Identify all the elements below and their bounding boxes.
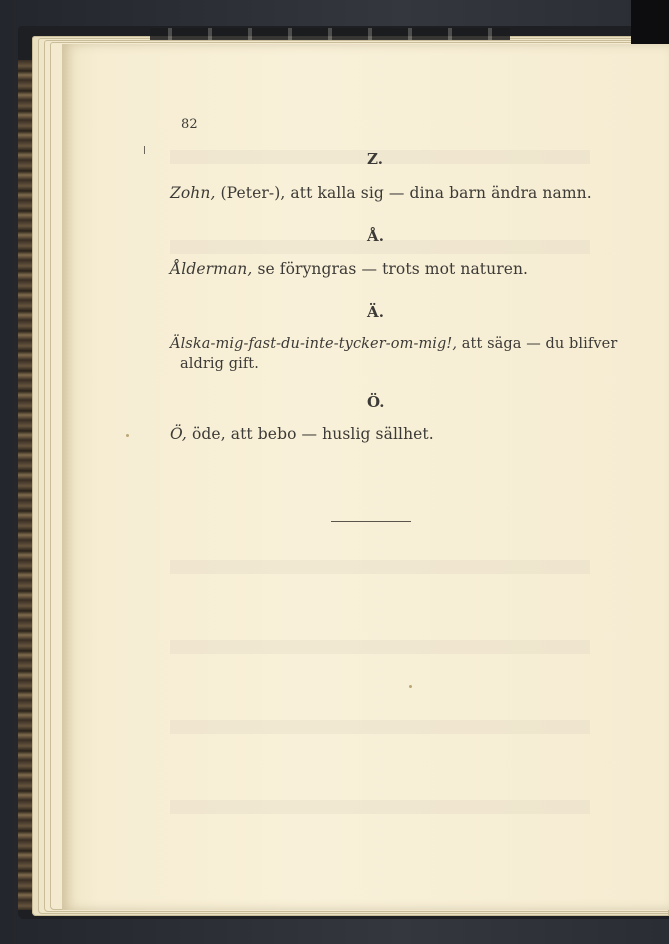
entry-line [170, 260, 528, 278]
entry-line [170, 336, 617, 352]
entry-term: Älska-mig-fast-du-inte-tycker-om-mig!, [170, 336, 458, 352]
page-number: 82 [181, 117, 198, 132]
paper-speck [409, 685, 412, 688]
entry-continuation: aldrig gift. [180, 356, 259, 372]
entry-text: öde, att bebo — huslig sällhet. [191, 425, 434, 443]
book-top-edge [150, 28, 510, 40]
section-heading: Ä. [367, 303, 385, 321]
entry-line [170, 184, 592, 202]
entry-term: Zohn, [170, 184, 216, 202]
section-heading: Ö. [367, 393, 385, 411]
entry-term: Ö, [170, 425, 187, 443]
entry-text: se föryngras — trots mot naturen. [257, 260, 529, 278]
book-page [62, 44, 669, 910]
entry-term: Ålderman, [170, 260, 253, 278]
entry-line [170, 425, 434, 443]
entry-text: att säga — du blifver [461, 336, 618, 352]
section-heading: Å. [367, 227, 385, 245]
section-heading: Z. [367, 150, 384, 168]
entry-text: (Peter-), att kalla sig — dina barn ändra namn. [220, 184, 592, 202]
paper-speck [126, 434, 129, 437]
margin-mark [144, 146, 145, 154]
end-rule [331, 521, 411, 522]
